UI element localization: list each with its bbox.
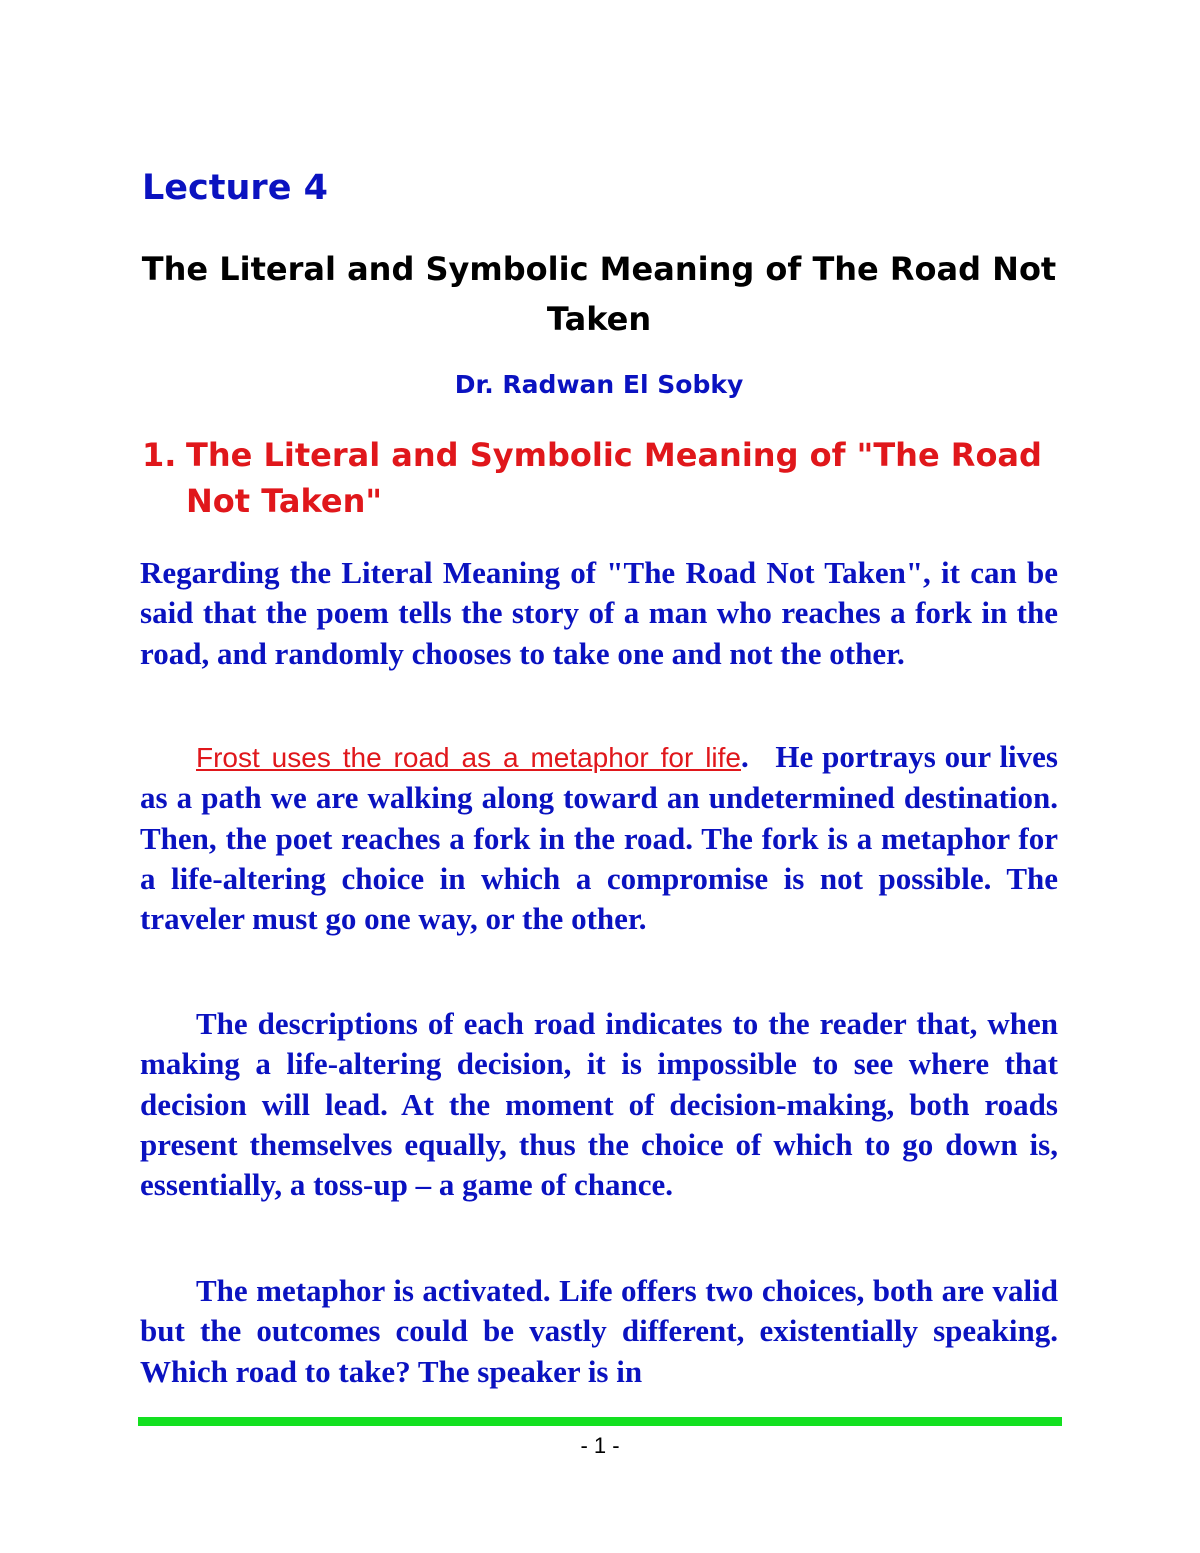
page-title: The Literal and Symbolic Meaning of The Road Not Taken (141, 250, 1057, 338)
paragraph-literal-meaning: Regarding the Literal Meaning of "The Road Not Taken", it can be said that the poem tells the story of a man who reaches a fork in the road, and randomly chooses to take one and not the other. (140, 555, 1058, 671)
section-heading (142, 432, 1042, 524)
paragraph-metaphor (140, 737, 1058, 939)
page-number: - 1 - (580, 1433, 620, 1458)
section-heading-text: The Literal and Symbolic Meaning of "The Road Not Taken" (186, 436, 1042, 520)
paragraph-metaphor-text: He portrays our lives as a path we are walking along toward an undetermined destination. Then, the poet reaches a fork in the road. The fork is a metaphor for a life-altering choice in which a compromise is not possible. The traveler must go one way, or the other. (140, 739, 1058, 937)
paragraph-metaphor-activated: The metaphor is activated. Life offers two choices, both are valid but the outcomes could be vastly different, existentially speaking. Which road to take? The speaker is in (140, 1273, 1058, 1389)
lecture-label: Lecture 4 (142, 168, 328, 208)
highlight-period: . (741, 739, 749, 774)
footer-divider (138, 1417, 1062, 1426)
author-name: Dr. Radwan El Sobky (454, 370, 744, 399)
section-number: 1. (142, 436, 177, 474)
highlighted-phrase: Frost uses the road as a metaphor for life (196, 742, 741, 773)
paragraph-road-descriptions: The descriptions of each road indicates to the reader that, when making a life-altering decision, it is impossible to see where that decision will lead. At the moment of decision-making, both roads present themselves equally, thus the choice of which to go down is, essentially, a toss-up – a game of chance. (140, 1006, 1058, 1203)
